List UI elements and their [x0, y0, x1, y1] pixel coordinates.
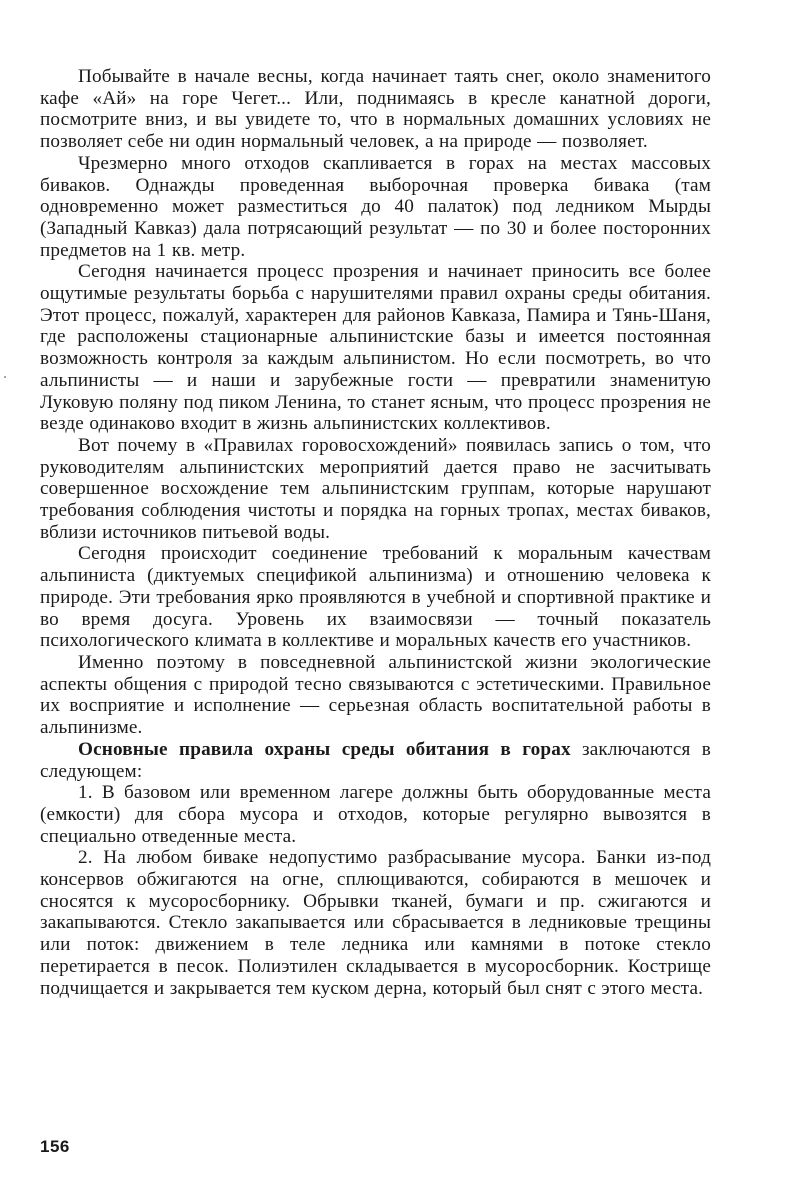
paragraph-2: Чрезмерно много отходов скапливается в горах на местах массовых биваков. Однажды проведенная выборочная проверка бивака (там одновременно может разместиться до 40 палаток) под ледником Мырды (Западный Кавказ) дала потрясающий результат — по 30 и более посторонних предметов на 1 кв. метр. — [40, 152, 711, 261]
paragraph-1: Побывайте в начале весны, когда начинает таять снег, около знаменитого кафе «Ай» на горе Чегет... Или, поднимаясь в кресле канатной дороги, посмотрите вниз, и вы увидете то, что в нормальных домашних условиях не позволяет себе ни один нормальный человек, а на природе — позволяет. — [40, 66, 711, 153]
paragraph-7-rules-heading — [40, 739, 711, 782]
page-number: 156 — [40, 1137, 70, 1156]
rule-1: 1. В базовом или временном лагере должны быть оборудованные места (емкости) для сбора мусора и отходов, которые регулярно вывозятся в специально отведенные места. — [40, 782, 711, 847]
page-body — [40, 66, 711, 999]
rules-heading-rest: заключаются в следующем: — [40, 738, 711, 782]
paragraph-6: Именно поэтому в повседневной альпинистской жизни экологические аспекты общения с природой тесно связываются с эстетическими. Правильное их восприятие и исполнение — серьезная область воспитательной работы в альпинизме. — [40, 651, 711, 739]
paragraph-4: Вот почему в «Правилах горовосхождений» появилась запись о том, что руководителям альпинистских мероприятий дается право не засчитывать совершенное восхождение тем альпинистским группам, которые нарушают требования соблюдения чистоты и порядка на горных тропах, местах биваков, вблизи источников питьевой воды. — [40, 434, 711, 543]
paragraph-3: Сегодня начинается процесс прозрения и начинает приносить все более ощутимые результаты борьба с нарушителями правил охраны среды обитания. Этот процесс, пожалуй, характерен для районов Кавказа, Памира и Тянь-Шаня, где расположены стационарные альпинистские базы и имеется постоянная возможность контроля за каждым альпинистом. Но если посмотреть, во что альпинисты — и наши и зарубежные гости — превратили знаменитую Луковую поляну под пиком Ленина, то станет ясным, что процесс прозрения не везде одинаково входит в жизнь альпинистских коллективов. — [40, 261, 711, 435]
rule-2: 2. На любом биваке недопустимо разбрасывание мусора. Банки из-под консервов обжигаются на огне, сплющиваются, собираются в мешочек и сносятся к мусоросборнику. Обрывки тканей, бумаги и пр. сжигаются и закапываются. Стекло закапывается или сбрасывается в ледниковые трещины или поток: движением в теле ледника или камнями в потоке стекло перетирается в песок. Полиэтилен складывается в мусоросборник. Кострище подчищается и закрывается тем куском дерна, который был снят с этого места. — [40, 847, 711, 999]
rules-heading-bold: Основные правила охраны среды обитания в горах — [78, 738, 571, 760]
paragraph-5: Сегодня происходит соединение требований к моральным качествам альпиниста (диктуемых спецификой альпинизма) и отношению человека к природе. Эти требования ярко проявляются в учебной и спортивной практике и во время досуга. Уровень их взаимосвязи — точный показатель психологического климата в коллективе и моральных качеств его участников. — [40, 543, 711, 652]
print-speck — [4, 376, 6, 378]
